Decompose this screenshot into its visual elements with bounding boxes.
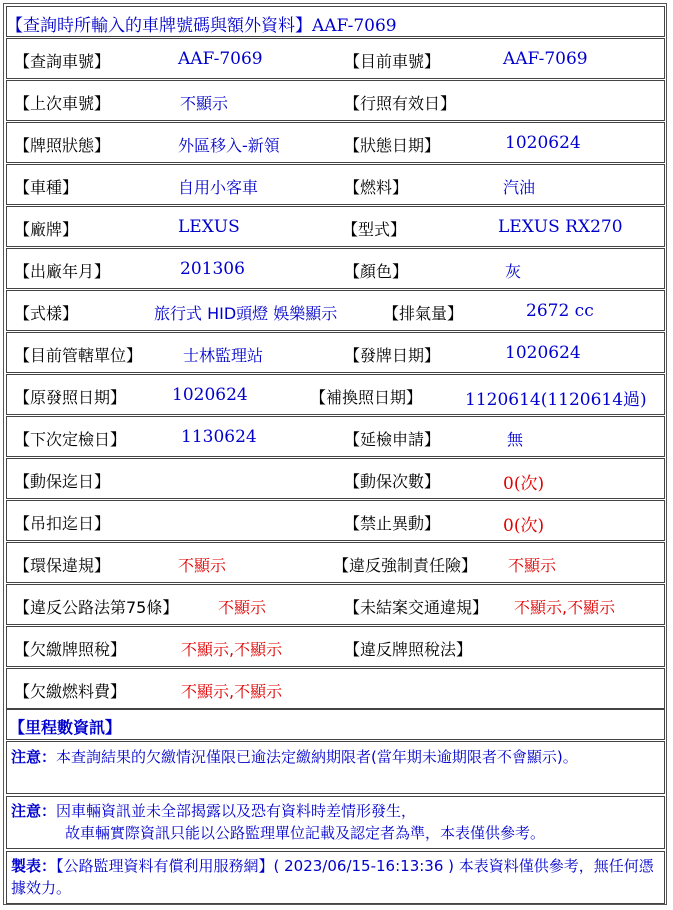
field-value: LEXUS RX270 (498, 217, 623, 237)
field-label: 【燃料】 (344, 178, 409, 197)
field-value: 自用小客車 (178, 178, 259, 197)
field-label: 【行照有效日】 (344, 94, 457, 113)
field-label: 【出廠年月】 (14, 262, 111, 281)
field-value: 不顯示 (178, 556, 227, 575)
field-value: 汽油 (503, 178, 536, 197)
field-value: LEXUS (178, 217, 240, 237)
note-2-line-2: 故車輛實際資訊只能以公路監理單位記載及認定者為準，本表僅供參考。 (65, 824, 546, 842)
field-label: 【動保迄日】 (14, 472, 111, 491)
field-label: 【目前管轄單位】 (14, 346, 143, 365)
field-value: 1130624 (181, 427, 257, 447)
field-label: 【下次定檢日】 (14, 430, 127, 449)
field-value: 旅行式 HID頭燈 娛樂顯示 (154, 304, 338, 323)
field-value: 2672 cc (526, 301, 594, 321)
field-value: AAF-7069 (503, 49, 588, 69)
field-label: 【違反強制責任險】 (333, 556, 478, 575)
field-label: 【型式】 (342, 220, 407, 239)
title-text: 【查詢時所輸入的車牌號碼與額外資料】 (6, 16, 312, 36)
field-label: 【廠牌】 (14, 220, 79, 239)
field-label: 【補換照日期】 (310, 388, 423, 407)
field-label: 【目前車號】 (344, 52, 441, 71)
field-label: 【未結案交通違規】 (344, 598, 489, 617)
field-label: 【欠繳牌照稅】 (14, 640, 127, 659)
note-1 (11, 746, 659, 768)
footer-text: 【公路監理資料有償利用服務網】( 2023/06/15-16:13:36 ) 本表資料僅供參考，無任何憑據效力。 (11, 857, 654, 897)
note-2-line-1: 因車輛資訊並未全部揭露以及恐有資料時差情形發生， (56, 802, 417, 820)
field-label: 【違反公路法第75條】 (14, 598, 179, 617)
field-value: 無 (507, 430, 524, 449)
field-label: 【排氣量】 (383, 304, 464, 323)
field-label: 【牌照狀態】 (14, 136, 111, 155)
field-label: 【查詢車號】 (14, 52, 111, 71)
field-value: 0(次) (503, 516, 545, 536)
field-label: 【式樣】 (14, 304, 79, 323)
mileage-section-title: 【里程數資訊】 (9, 718, 122, 737)
note-1-text: 本查詢結果的欠繳情況僅限已逾法定繳納期限者(當年期未逾期限者不會顯示)。 (56, 748, 578, 766)
field-value: 201306 (180, 259, 245, 279)
field-value: 1020624 (172, 385, 248, 405)
field-value: AAF-7069 (178, 49, 263, 69)
field-label: 【狀態日期】 (344, 136, 441, 155)
field-label: 【發牌日期】 (344, 346, 441, 365)
field-label: 【環保違規】 (14, 556, 111, 575)
title-plate: AAF-7069 (312, 16, 397, 36)
field-label: 【禁止異動】 (344, 514, 441, 533)
field-value: 不顯示,不顯示 (514, 598, 616, 617)
field-value: 灰 (505, 262, 522, 281)
note-2 (11, 800, 659, 844)
field-value: 不顯示,不顯示 (181, 640, 283, 659)
footer-label: 製表： (11, 857, 57, 875)
field-value: 不顯示,不顯示 (181, 682, 283, 701)
field-label: 【延檢申請】 (344, 430, 441, 449)
note-1-label: 注意： (11, 748, 57, 766)
field-label: 【違反牌照稅法】 (344, 640, 473, 659)
field-label: 【上次車號】 (14, 94, 111, 113)
field-label: 【原發照日期】 (14, 388, 127, 407)
field-value: 外區移入-新領 (178, 136, 280, 155)
field-label: 【顏色】 (344, 262, 409, 281)
field-label: 【動保次數】 (344, 472, 441, 491)
page-title (6, 11, 397, 36)
field-label: 【吊扣迄日】 (14, 514, 111, 533)
info-row (6, 164, 665, 205)
field-value: 士林監理站 (183, 346, 264, 365)
field-value: 1120614(1120614過) (465, 390, 647, 410)
field-value: 0(次) (503, 474, 545, 494)
field-value: 不顯示 (180, 94, 229, 113)
field-label: 【車種】 (14, 178, 79, 197)
field-value: 不顯示 (508, 556, 557, 575)
note-2-label: 注意： (11, 802, 57, 820)
field-value: 1020624 (505, 343, 581, 363)
field-value: 1020624 (505, 133, 581, 153)
field-value: 不顯示 (218, 598, 267, 617)
field-label: 【欠繳燃料費】 (14, 682, 127, 701)
footer-note (11, 855, 659, 899)
